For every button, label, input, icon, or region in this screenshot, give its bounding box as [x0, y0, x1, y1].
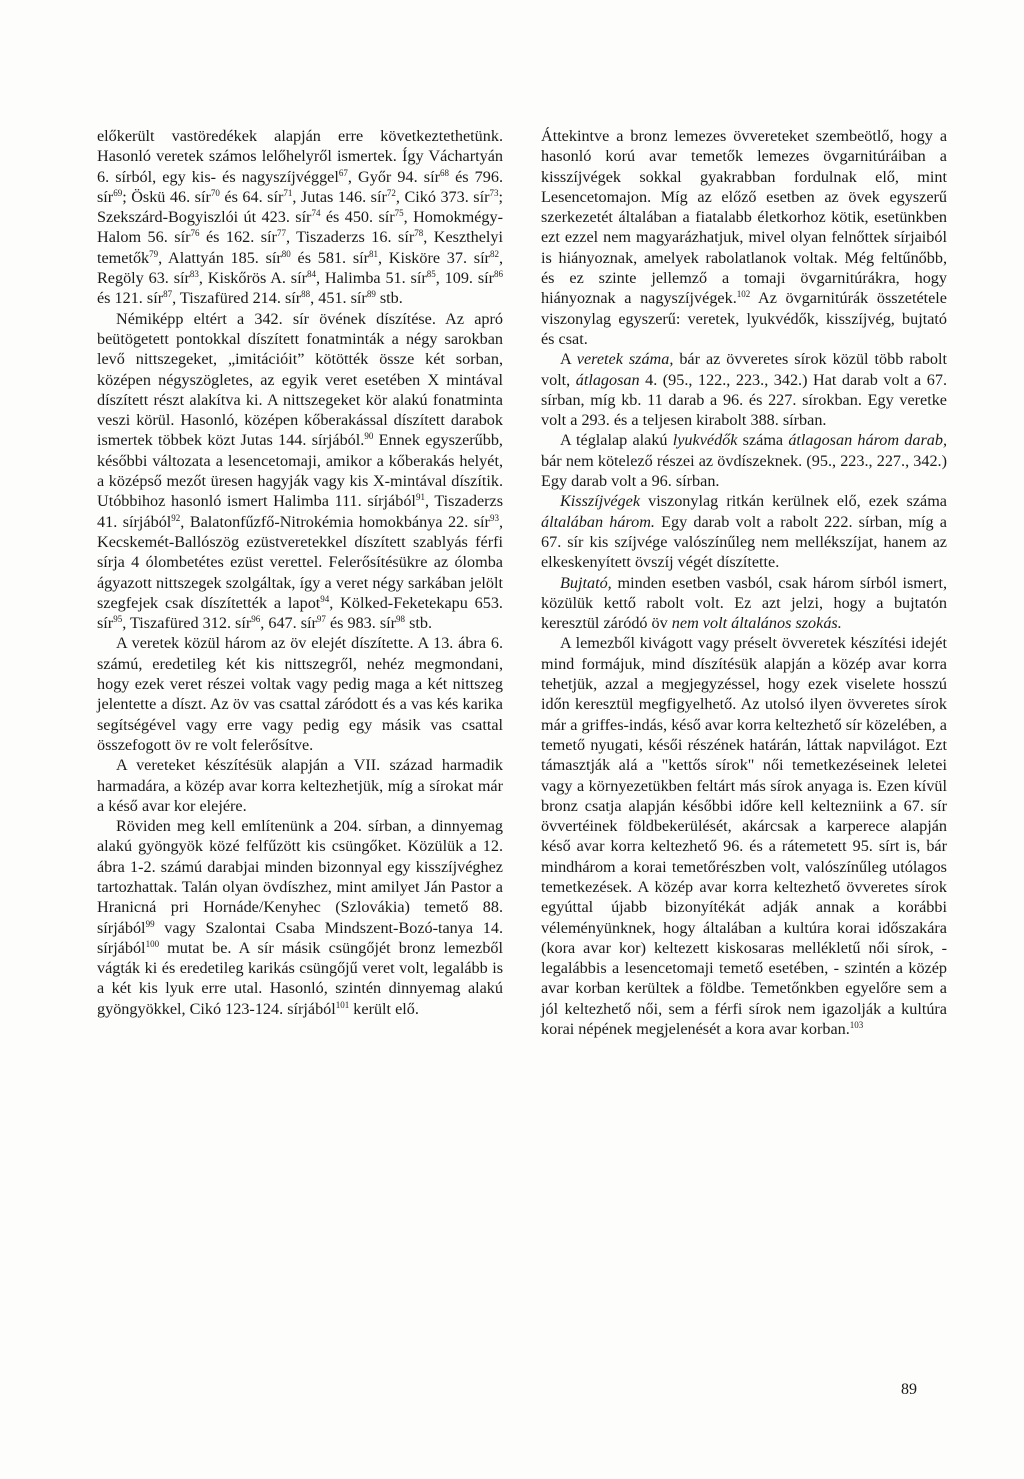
- text-run: és 64. sír: [219, 187, 284, 206]
- text-run: ; Öskü 46. sír: [122, 187, 211, 206]
- footnote-ref: 98: [396, 614, 406, 625]
- text-run: , Balatonfűzfő-Nitrokémia homokbánya 22. sír: [180, 512, 490, 531]
- footnote-ref: 71: [283, 187, 293, 198]
- text-run: stb.: [405, 614, 433, 633]
- footnote-ref: 77: [276, 228, 286, 239]
- paragraph: [541, 573, 947, 634]
- text-run: , Cikó 373. sír: [395, 187, 490, 206]
- text-run: és 983. sír: [325, 614, 397, 633]
- footnote-ref: 86: [494, 269, 504, 280]
- footnote-ref: 79: [149, 248, 159, 259]
- text-run: A veretek közül három az öv elejét díszítette. A 13. ábra 6. számú, eredetileg két kis nittszegről, nehéz megmondani, hogy ezek veret részei voltak vagy pedig maga a két nittszeg jelentette a díszt. Az öv vas csattal záródott és a vas kés karika segítségével vagy erre vagy pedig egy másik vas csattal összefogott öv re volt felerősítve.: [97, 634, 503, 754]
- text-run: Egy darab volt a rabolt 222. sírban, míg a 67. sír kis szíjvége valószínűleg nem mellékszíjat, hanem az elkeskenyített övszíj végét díszítette.: [541, 512, 947, 572]
- text-run: előkerült vastöredékek alapján erre következtethetünk. Hasonló veretek számos lelőhelyről ismertek. Így Váchartyán 6. sírból, egy kis- és nagyszíjvéggel: [97, 127, 503, 186]
- footnote-ref: 84: [306, 269, 316, 280]
- paragraph: [541, 633, 947, 1039]
- text-run: minden esetben vasból, csak három sírból ismert, közülük kettő rabolt volt. Ez azt jelzi, hogy a bujtatón keresztül záródó öv: [541, 573, 947, 633]
- footnote-ref: 78: [414, 228, 424, 239]
- text-run: mutat be. A sír másik csüngőjét bronz lemezből vágták ki és eredetileg karikás csüngőjű veret volt, legalább is a két kis lyuk erre utal. Hasonló, szintén dinnyemag alakú gyöngyökkel, Cikó 123-124. sírjából: [97, 938, 503, 1018]
- text-run: Ennek egyszerűbb, későbbi változata a lesencetomaji, amikor a kőberakás helyét, a középső mezőt üresen hagyják vagy kis X-mintával díszítik. Utóbbihoz hasonló ismert Halimba 111. sírjából: [97, 431, 503, 511]
- text-run: , Homokmégy-Halom 56. sír: [97, 208, 503, 247]
- footnote-ref: 91: [415, 492, 425, 503]
- text-run: bár nem kötelező részei az övdíszeknek. (95., 223., 227., 342.) Egy darab volt a 96. sírban.: [541, 451, 947, 491]
- text-run: Áttekintve a bronz lemezes övvereteket szembeötlő, hogy a hasonló korú avar temetők lemezes övgarnitúráiban a kisszíjvégek sokkal gyakrabban fordulnak elő, mint Lesencetomajon. Míg az előző esetben az övek egyszerű szerkezetét általában a fiatalabb életkorhoz kötik, esetünkben ezt ezzel nem magyarázhatjuk, mivel olyan felnőttek sírjaiból is hiányoznak, amelyek rabolatlanok voltak. Még feltűnőbb, és ez szinte jellemző a tomaji övgarnitúrákra, hogy hiányoznak a nagyszíjvégek.: [541, 127, 947, 308]
- footnote-ref: 80: [281, 248, 291, 259]
- text-run: A téglalap alakú: [560, 431, 673, 450]
- text-run: , Tiszaderzs 41. sírjából: [97, 492, 503, 531]
- text-run: vagy Szalontai Csaba Mindszent-Bozó-tanya 14. sírjából: [97, 918, 503, 957]
- footnote-ref: 90: [364, 431, 374, 442]
- text-run: bár az övveretes sírok közül több rabolt volt,: [541, 350, 948, 389]
- footnote-ref: 73: [489, 187, 499, 198]
- text-run: és 162. sír: [199, 228, 277, 247]
- italic-text: általában három.: [541, 512, 655, 531]
- text-run: , Kiskőrös A. sír: [198, 269, 307, 288]
- text-run: , Kölked-Feketekapu 653. sír: [97, 593, 503, 633]
- paragraph: [541, 491, 947, 572]
- footnote-ref: 69: [113, 187, 123, 198]
- text-run: és 581. sír: [290, 248, 370, 267]
- text-run: , 109. sír: [435, 269, 495, 288]
- footnote-ref: 81: [369, 248, 379, 259]
- footnote-ref: 93: [489, 512, 499, 523]
- text-run: , Tiszafüred 312. sír: [122, 614, 252, 633]
- text-run: ; Szekszárd-Bogyiszlói út 423. sír: [97, 187, 503, 227]
- footnote-ref: 92: [171, 512, 181, 523]
- italic-text: átlagosan három darab,: [788, 431, 947, 450]
- text-run: viszonylag ritkán kerülnek elő, ezek száma: [640, 492, 947, 511]
- footnote-ref: 101: [335, 999, 350, 1010]
- text-run: került elő.: [349, 999, 419, 1018]
- text-run: , Halimba 51. sír: [315, 269, 427, 288]
- text-run: , 451. sír: [310, 289, 367, 308]
- footnote-ref: 85: [426, 269, 436, 280]
- text-run: , 647. sír: [260, 614, 317, 633]
- text-run: , Tiszaderzs 16. sír: [285, 228, 415, 247]
- footnote-ref: 76: [190, 228, 200, 239]
- footnote-ref: 74: [311, 208, 321, 219]
- italic-text: Bujtató,: [560, 573, 612, 592]
- page-number: 89: [901, 1381, 917, 1398]
- footnote-ref: 75: [394, 208, 404, 219]
- footnote-ref: 95: [113, 614, 123, 625]
- text-run: és 121. sír: [97, 289, 164, 308]
- italic-text: veretek száma,: [576, 350, 674, 369]
- text-run: Némiképp eltért a 342. sír övének díszítése. Az apró beütögetett pontokkal díszített fonatminták a négy sarokban levő nittszegeket, „imitációit” kötötték össze két sorban, középen négyszögletes, az egyik veret esetében X mintával díszített részt alakítva ki. A nittszegeket kör alakú fonatminta veszi körül. Hasonló, középen kőberakással díszített darabok ismertek többek közt Jutas 144. sírjából.: [97, 309, 503, 450]
- text-run: száma: [737, 431, 789, 450]
- footnote-ref: 67: [338, 167, 348, 178]
- paragraph: [541, 349, 947, 430]
- paragraph: [97, 755, 503, 816]
- footnote-ref: 83: [189, 269, 199, 280]
- paragraph: [97, 633, 503, 755]
- footnote-ref: 72: [386, 187, 396, 198]
- text-run: A vereteket készítésük alapján a VII. század harmadik harmadára, a közép avar korra keltezhetjük, míg a sírokat már a késő avar kor elejére.: [97, 756, 503, 815]
- footnote-ref: 99: [145, 918, 155, 929]
- paragraph: [97, 126, 503, 309]
- footnote-ref: 89: [366, 289, 376, 300]
- text-run: és 450. sír: [320, 208, 395, 227]
- paragraph: [97, 816, 503, 1019]
- footnote-ref: 103: [849, 1020, 864, 1031]
- text-run: Az övgarnitúrák összetétele viszonylag egyszerű: veretek, lyukvédők, kisszíjvég, bujtató és csat.: [541, 289, 947, 348]
- left-column: [97, 126, 503, 1019]
- footnote-ref: 102: [736, 289, 751, 300]
- text-run: , Regöly 63. sír: [97, 248, 503, 288]
- footnote-ref: 88: [301, 289, 311, 300]
- paragraph: [97, 309, 503, 634]
- text-run: , Kisköre 37. sír: [378, 248, 490, 267]
- text-run: Röviden meg kell említenünk a 204. sírban, a dinnyemag alakú gyöngyök közé felfűzött kis csüngőket. Közülük a 12. ábra 1-2. számú darabjai minden bizonnyal egy kisszíjvéghez tartozhattak. Talán olyan övdíszhez, mint amilyet Ján Pastor a Hranicná pri Hornáde/Kenyhec (Szlovákia) temető 88. sírjából: [97, 817, 503, 937]
- text-run: , Tiszafüred 214. sír: [172, 289, 302, 308]
- italic-text: átlagosan: [575, 370, 640, 389]
- right-column: [541, 126, 947, 1039]
- footnote-ref: 87: [163, 289, 173, 300]
- text-run: , Keszthelyi temetők: [97, 228, 503, 267]
- text-run: , Alattyán 185. sír: [158, 248, 282, 267]
- italic-text: lyukvédők: [672, 431, 738, 450]
- footnote-ref: 100: [145, 938, 160, 949]
- text-run: 4. (95., 122., 223., 342.) Hat darab volt a 67. sírban, míg kb. 11 darab a 96. és 227. sírokban. Egy veretke volt a 293. és a teljesen kirabolt 388. sírban.: [541, 370, 947, 430]
- text-run: , Győr 94. sír: [347, 167, 440, 186]
- text-run: , Jutas 146. sír: [292, 187, 387, 206]
- footnote-ref: 94: [320, 593, 330, 604]
- footnote-ref: 70: [210, 187, 220, 198]
- paragraph: [541, 430, 947, 491]
- footnote-ref: 96: [251, 614, 261, 625]
- footnote-ref: 82: [489, 248, 499, 259]
- text-run: A: [560, 350, 577, 369]
- paragraph: [541, 126, 947, 349]
- text-run: , Kecskemét-Ballószög ezüstveretekkel díszített szablyás férfi sírja 4 ólombetétes ezüst verettel. Felerősítésükre az ólomba ágyazott nittszegek szolgáltak, így a veret négy sarkában jelölt szegfejek csak díszítették a lapot: [97, 512, 503, 612]
- text-run: és 796. sír: [97, 167, 504, 206]
- footnote-ref: 68: [439, 167, 449, 178]
- text-run: stb.: [375, 289, 403, 308]
- footnote-ref: 97: [316, 614, 326, 625]
- italic-text: Kisszíjvégek: [560, 492, 641, 511]
- text-run: A lemezből kivágott vagy préselt övveretek készítési idejét mind formájuk, mind díszítésük alapján a közép avar korra tehetjük, azzal a megjegyzéssel, hogy ezek viselete hosszú időn keresztül megfigyelhető. Az utolsó ilyen övveretes sírok már a griffes-indás, késő avar korra keltezhető sír közelében, a temető nyugati, késői részének határán, láttak napvilágot. Ezt támasztják alá a "kettős sírok" női temetkezéseinek leletei vagy a környezetükben feltárt más sírok anyaga is. Ezen kívül bronz csatja alapján későbbi időre kell keltezniink a 67. sír övvertéinek földbekerülését, akárcsak a karperece alapján késő avar korra keltezhető 96. és a rátemetett 95. sírt is, bár mindhárom a korai temetőrészben volt, valószínűleg utólagos temetkezések. A közép avar korra keltezhető övveretes sírok egyúttal újabb bizonyítékát adják annak a korábbi véleményünknek, hogy általában a kultúra korai időszakára (kora avar kor) keltezett kiskosaras mellékletű női sírok, - legalábbis a lesencetomaji temető esetében, - szintén a közép avar korban kerültek a földbe. Temetőnkben egyelőre sem a jól keltezhető női, sem a férfi sírok nem igazolják a kultúra korai népének megjelenését a kora avar korban.: [541, 634, 947, 1039]
- italic-text: nem volt általános szokás.: [671, 614, 842, 633]
